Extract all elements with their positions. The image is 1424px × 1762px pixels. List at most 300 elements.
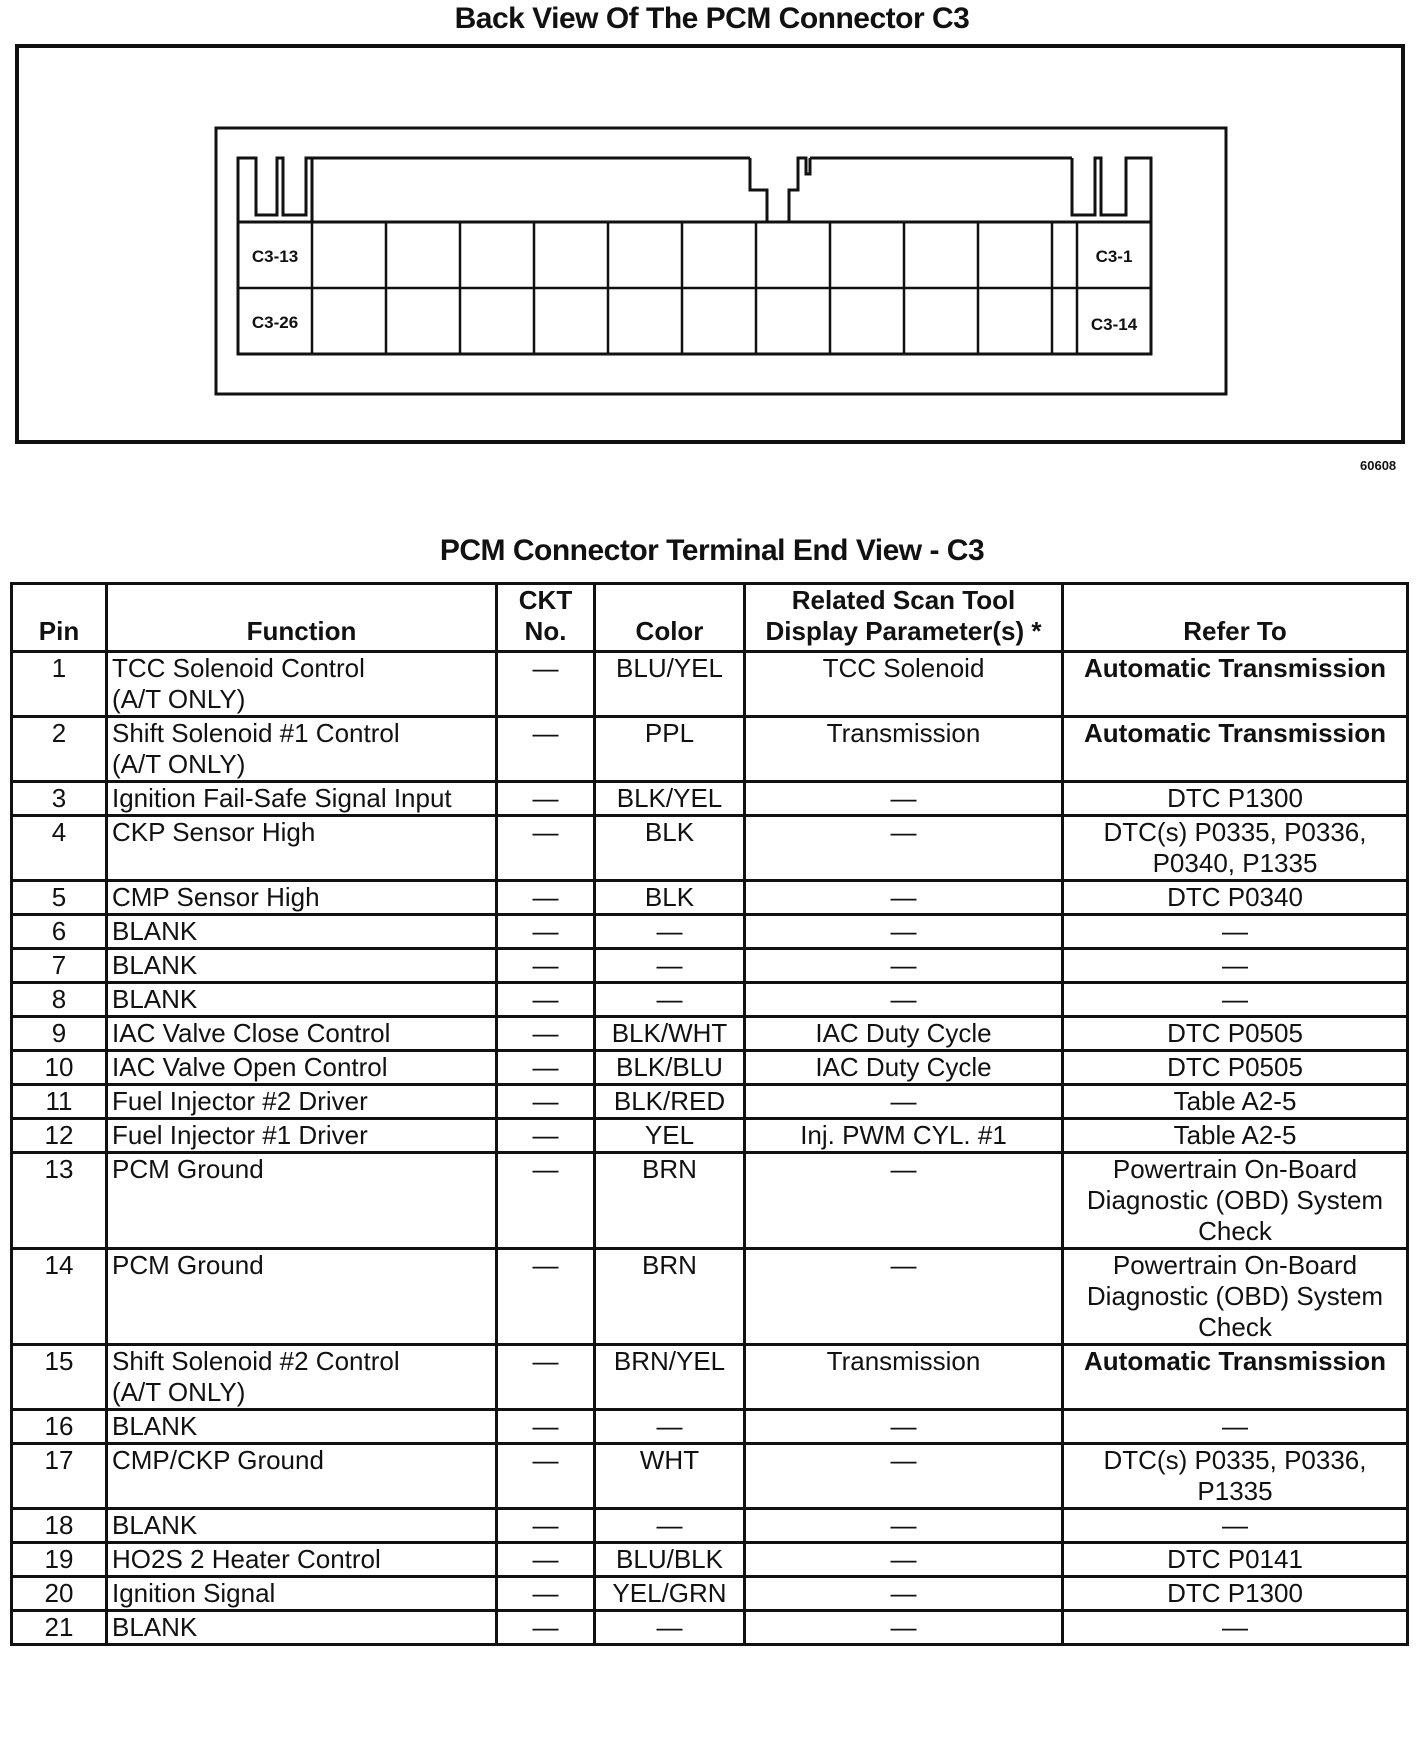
cell-refer-to-line: DTC P1300 — [1167, 783, 1303, 813]
cell-refer-to — [1063, 1509, 1408, 1543]
cell-refer-to — [1063, 1410, 1408, 1444]
cell-scan-param — [745, 1611, 1063, 1645]
cell-function — [107, 782, 497, 816]
cell-scan-param — [745, 1085, 1063, 1119]
cell-refer-to-line: Automatic Transmission — [1084, 1346, 1386, 1376]
header-scan-line1: Related Scan Tool — [791, 585, 1016, 615]
cell-pin-line: 4 — [51, 817, 67, 847]
cell-refer-to-line: DTC P0505 — [1167, 1018, 1303, 1048]
table-row — [12, 1345, 1408, 1410]
cell-ckt-no — [497, 915, 595, 949]
cell-ckt-no-line: — — [532, 1544, 559, 1574]
cell-scan-param-line: Inj. PWM CYL. #1 — [800, 1120, 1007, 1150]
table-row — [12, 1085, 1408, 1119]
cell-color-line: BLK — [644, 817, 695, 847]
cell-ckt-no — [497, 1051, 595, 1085]
cell-refer-to — [1063, 1345, 1408, 1410]
cell-function — [107, 915, 497, 949]
cell-ckt-no-line: — — [532, 950, 559, 980]
cell-scan-param-line: — — [890, 1250, 917, 1280]
cell-color-line: BRN — [642, 1154, 697, 1184]
cell-color-line: BLU/BLK — [616, 1544, 723, 1574]
cell-refer-to — [1063, 1085, 1408, 1119]
cell-scan-param-line: — — [890, 916, 917, 946]
cell-scan-param — [745, 1577, 1063, 1611]
table-row — [12, 652, 1408, 717]
cell-pin-line: 15 — [44, 1346, 74, 1376]
cell-pin — [12, 1611, 107, 1645]
cell-refer-to — [1063, 1051, 1408, 1085]
connector-drawing — [19, 48, 1401, 440]
cell-pin — [12, 915, 107, 949]
cell-color — [595, 1249, 745, 1345]
cell-refer-to-line: — — [1222, 984, 1248, 1014]
cell-color — [595, 1119, 745, 1153]
cell-function — [107, 652, 497, 717]
cell-scan-param — [745, 1249, 1063, 1345]
cell-function — [107, 1577, 497, 1611]
cell-function-line: (A/T ONLY) — [112, 1377, 246, 1407]
cell-refer-to-line: Table A2-5 — [1173, 1086, 1297, 1116]
cell-ckt-no — [497, 1119, 595, 1153]
cell-ckt-no-line: — — [532, 1086, 559, 1116]
cell-pin — [12, 1543, 107, 1577]
header-pin: Pin — [12, 584, 107, 652]
cell-refer-to-line: DTC P0340 — [1167, 882, 1303, 912]
cell-function-line: BLANK — [112, 1612, 198, 1642]
cell-refer-to-line: DTC(s) P0335, P0336, — [1103, 1445, 1367, 1475]
cell-refer-to — [1063, 1444, 1408, 1509]
cell-function — [107, 1410, 497, 1444]
cell-color-line: BRN/YEL — [613, 1346, 726, 1376]
cell-function — [107, 1444, 497, 1509]
table-row — [12, 1444, 1408, 1509]
table-row — [12, 1577, 1408, 1611]
cell-ckt-no — [497, 1577, 595, 1611]
cell-refer-to — [1063, 816, 1408, 881]
cell-ckt-no — [497, 816, 595, 881]
cell-color — [595, 1577, 745, 1611]
cell-refer-to-line: — — [1222, 916, 1248, 946]
cell-color-line: — — [656, 916, 683, 946]
cell-pin-line: 6 — [51, 916, 67, 946]
cell-pin — [12, 1119, 107, 1153]
cell-scan-param — [745, 949, 1063, 983]
cell-function-line: BLANK — [112, 984, 198, 1014]
cell-ckt-no — [497, 652, 595, 717]
table-row — [12, 1509, 1408, 1543]
cell-color — [595, 782, 745, 816]
cell-refer-to-line: Automatic Transmission — [1084, 718, 1386, 748]
table-row — [12, 1153, 1408, 1249]
cell-refer-to-line: P1335 — [1197, 1476, 1273, 1506]
cell-scan-param — [745, 1153, 1063, 1249]
cell-refer-to — [1063, 1543, 1408, 1577]
cell-refer-to-line: Powertrain On-Board — [1112, 1154, 1358, 1184]
cell-refer-to — [1063, 1249, 1408, 1345]
cell-pin — [12, 652, 107, 717]
cavity-label-c3-13: C3-13 — [251, 247, 299, 266]
cell-pin — [12, 1444, 107, 1509]
cavity-label-c3-26: C3-26 — [251, 313, 299, 332]
cell-pin — [12, 881, 107, 915]
cell-scan-param — [745, 816, 1063, 881]
table-row — [12, 1410, 1408, 1444]
cell-color-line: BLK/WHT — [611, 1018, 728, 1048]
cell-pin-line: 21 — [44, 1612, 74, 1642]
table-header-row — [12, 584, 1408, 652]
cell-function — [107, 983, 497, 1017]
cell-color-line: — — [656, 950, 683, 980]
cell-color — [595, 1345, 745, 1410]
cell-color — [595, 1509, 745, 1543]
cell-pin — [12, 1345, 107, 1410]
table-row — [12, 1249, 1408, 1345]
cell-function — [107, 816, 497, 881]
cell-refer-to — [1063, 881, 1408, 915]
cell-pin — [12, 1153, 107, 1249]
cell-function-line: Ignition Fail-Safe Signal Input — [112, 783, 452, 813]
cell-scan-param — [745, 1345, 1063, 1410]
cell-refer-to-line: DTC(s) P0335, P0336, — [1103, 817, 1367, 847]
cell-ckt-no-line: — — [532, 1018, 559, 1048]
cell-pin-line: 16 — [44, 1411, 74, 1441]
cell-scan-param-line: — — [890, 1154, 917, 1184]
cell-function-line: PCM Ground — [112, 1154, 264, 1184]
cell-color — [595, 915, 745, 949]
cell-ckt-no-line: — — [532, 1445, 559, 1475]
cell-ckt-no-line: — — [532, 984, 559, 1014]
table-row — [12, 1017, 1408, 1051]
cell-pin — [12, 816, 107, 881]
cell-refer-to — [1063, 782, 1408, 816]
cell-function — [107, 717, 497, 782]
cell-pin — [12, 717, 107, 782]
cell-function-line: CMP Sensor High — [112, 882, 320, 912]
cell-ckt-no-line: — — [532, 1154, 559, 1184]
table-row — [12, 915, 1408, 949]
cell-function — [107, 1611, 497, 1645]
cell-ckt-no-line: — — [532, 817, 559, 847]
cell-ckt-no — [497, 1345, 595, 1410]
cell-function-line: Shift Solenoid #2 Control — [112, 1346, 400, 1376]
cell-color — [595, 816, 745, 881]
cell-scan-param — [745, 652, 1063, 717]
cell-ckt-no — [497, 881, 595, 915]
pin-table — [10, 582, 1409, 1646]
cell-ckt-no — [497, 1543, 595, 1577]
cell-pin — [12, 983, 107, 1017]
cell-pin-line: 3 — [51, 783, 67, 813]
cavity-label-c3-14: C3-14 — [1090, 315, 1138, 334]
cell-ckt-no-line: — — [532, 718, 559, 748]
cell-pin — [12, 1249, 107, 1345]
cell-function-line: PCM Ground — [112, 1250, 264, 1280]
cell-pin-line: 7 — [51, 950, 67, 980]
diagram-title: Back View Of The PCM Connector C3 — [454, 2, 970, 35]
cell-scan-param — [745, 1509, 1063, 1543]
cell-pin — [12, 1577, 107, 1611]
header-scan-line2: Display Parameter(s) * — [765, 616, 1042, 646]
cell-function-line: CKP Sensor High — [112, 817, 316, 847]
cell-function-line: CMP/CKP Ground — [112, 1445, 324, 1475]
cell-pin — [12, 1085, 107, 1119]
cell-function-line: Ignition Signal — [112, 1578, 276, 1608]
cell-refer-to — [1063, 1017, 1408, 1051]
cell-function — [107, 1543, 497, 1577]
cell-function-line: BLANK — [112, 916, 198, 946]
cell-function — [107, 949, 497, 983]
cell-ckt-no-line: — — [532, 1120, 559, 1150]
header-color: Color — [595, 584, 745, 652]
cell-color-line: WHT — [639, 1445, 700, 1475]
cell-ckt-no — [497, 782, 595, 816]
table-row — [12, 782, 1408, 816]
cell-color — [595, 1410, 745, 1444]
cell-scan-param-line: IAC Duty Cycle — [815, 1052, 992, 1082]
cell-scan-param — [745, 1119, 1063, 1153]
cell-scan-param-line: IAC Duty Cycle — [815, 1018, 992, 1048]
cell-scan-param-line: — — [890, 1510, 917, 1540]
cell-color-line: YEL — [644, 1120, 695, 1150]
cell-color-line: BLK/RED — [613, 1086, 726, 1116]
cell-color — [595, 717, 745, 782]
cell-ckt-no-line: — — [532, 1411, 559, 1441]
cell-function-line: BLANK — [112, 1411, 198, 1441]
cell-refer-to — [1063, 949, 1408, 983]
cell-scan-param-line: — — [890, 1612, 917, 1642]
cell-ckt-no-line: — — [532, 882, 559, 912]
cell-pin-line: 2 — [51, 718, 67, 748]
cell-ckt-no — [497, 1611, 595, 1645]
cell-color-line: BLU/YEL — [616, 653, 723, 683]
cell-pin-line: 5 — [51, 882, 67, 912]
cell-scan-param-line: — — [890, 984, 917, 1014]
cell-function-line: IAC Valve Open Control — [112, 1052, 388, 1082]
cell-pin — [12, 1017, 107, 1051]
table-row — [12, 1543, 1408, 1577]
cell-function-line: Fuel Injector #1 Driver — [112, 1120, 368, 1150]
cell-ckt-no — [497, 1085, 595, 1119]
cell-refer-to-line: Diagnostic (OBD) System — [1086, 1281, 1384, 1311]
pin-table-body — [12, 652, 1408, 1645]
cell-color-line: BLK — [644, 882, 695, 912]
cell-ckt-no-line: — — [532, 1612, 559, 1642]
cell-pin — [12, 782, 107, 816]
header-ckt-line1: CKT — [518, 585, 573, 615]
table-row — [12, 1611, 1408, 1645]
cell-refer-to-line: Check — [1198, 1216, 1272, 1246]
cell-ckt-no-line: — — [532, 916, 559, 946]
cell-color — [595, 1444, 745, 1509]
figure-number: 60608 — [1360, 458, 1397, 473]
cell-refer-to — [1063, 1577, 1408, 1611]
cell-ckt-no — [497, 949, 595, 983]
header-scan-param — [745, 584, 1063, 652]
cell-pin-line: 14 — [44, 1250, 74, 1280]
cell-refer-to-line: Powertrain On-Board — [1112, 1250, 1358, 1280]
cell-scan-param — [745, 1543, 1063, 1577]
cell-scan-param-line: Transmission — [826, 1346, 981, 1376]
cell-color — [595, 1611, 745, 1645]
cell-color-line: — — [656, 1510, 683, 1540]
cell-color-line: — — [656, 984, 683, 1014]
cell-scan-param-line: — — [890, 783, 917, 813]
cavity-label-c3-1: C3-1 — [1095, 247, 1133, 266]
cell-function — [107, 881, 497, 915]
cell-refer-to-line: Automatic Transmission — [1084, 653, 1386, 683]
cell-pin-line: 10 — [44, 1052, 74, 1082]
cell-pin-line: 8 — [51, 984, 67, 1014]
cell-function-line: Fuel Injector #2 Driver — [112, 1086, 368, 1116]
cell-refer-to-line: — — [1222, 1411, 1248, 1441]
cell-function — [107, 1509, 497, 1543]
cell-scan-param-line: — — [890, 1544, 917, 1574]
cell-scan-param — [745, 1410, 1063, 1444]
cell-function — [107, 1085, 497, 1119]
cell-scan-param-line: — — [890, 1086, 917, 1116]
cell-pin-line: 9 — [51, 1018, 67, 1048]
cell-pin — [12, 949, 107, 983]
cell-function-line: TCC Solenoid Control — [112, 653, 365, 683]
cell-ckt-no-line: — — [532, 653, 559, 683]
cell-scan-param-line: — — [890, 1411, 917, 1441]
cell-color — [595, 1051, 745, 1085]
cell-function-line: IAC Valve Close Control — [112, 1018, 391, 1048]
table-row — [12, 1051, 1408, 1085]
cell-function-line: (A/T ONLY) — [112, 684, 246, 714]
cell-ckt-no-line: — — [532, 1250, 559, 1280]
header-ckt-line2: No. — [524, 616, 567, 646]
cell-refer-to — [1063, 652, 1408, 717]
cell-color — [595, 1017, 745, 1051]
cell-function — [107, 1119, 497, 1153]
cell-refer-to — [1063, 1153, 1408, 1249]
cell-refer-to-line: — — [1222, 1612, 1248, 1642]
table-row — [12, 816, 1408, 881]
cell-color-line: PPL — [644, 718, 695, 748]
cell-refer-to-line: P0340, P1335 — [1152, 848, 1318, 878]
cell-color-line: — — [656, 1612, 683, 1642]
cell-refer-to-line: DTC P1300 — [1167, 1578, 1303, 1608]
cell-ckt-no-line: — — [532, 1578, 559, 1608]
table-row — [12, 1119, 1408, 1153]
cell-function-line: BLANK — [112, 950, 198, 980]
cell-scan-param — [745, 915, 1063, 949]
cell-ckt-no — [497, 1410, 595, 1444]
cell-color — [595, 1153, 745, 1249]
cell-color-line: YEL/GRN — [612, 1578, 727, 1608]
cell-pin-line: 19 — [44, 1544, 74, 1574]
cell-function — [107, 1249, 497, 1345]
cell-refer-to-line: Table A2-5 — [1173, 1120, 1297, 1150]
cell-ckt-no-line: — — [532, 1052, 559, 1082]
cell-ckt-no — [497, 1509, 595, 1543]
cell-color-line: BRN — [642, 1250, 697, 1280]
cell-pin — [12, 1410, 107, 1444]
cell-pin-line: 13 — [44, 1154, 74, 1184]
table-title: PCM Connector Terminal End View - C3 — [439, 534, 985, 567]
cell-scan-param — [745, 1017, 1063, 1051]
cell-pin-line: 17 — [44, 1445, 74, 1475]
cell-refer-to — [1063, 1611, 1408, 1645]
cell-function-line: BLANK — [112, 1510, 198, 1540]
cell-refer-to — [1063, 915, 1408, 949]
cell-color-line: BLK/BLU — [616, 1052, 723, 1082]
cell-pin-line: 1 — [51, 653, 67, 683]
cell-pin-line: 20 — [44, 1578, 74, 1608]
table-row — [12, 881, 1408, 915]
cell-ckt-no-line: — — [532, 783, 559, 813]
cell-color — [595, 881, 745, 915]
cell-color — [595, 983, 745, 1017]
cell-pin-line: 18 — [44, 1510, 74, 1540]
cell-scan-param — [745, 881, 1063, 915]
cell-function — [107, 1345, 497, 1410]
cell-function-line: (A/T ONLY) — [112, 749, 246, 779]
cell-ckt-no — [497, 1249, 595, 1345]
cell-function — [107, 1017, 497, 1051]
cell-refer-to — [1063, 717, 1408, 782]
cell-refer-to-line: DTC P0141 — [1167, 1544, 1303, 1574]
cell-ckt-no-line: — — [532, 1510, 559, 1540]
cell-scan-param — [745, 983, 1063, 1017]
cell-function — [107, 1051, 497, 1085]
cell-ckt-no — [497, 717, 595, 782]
cell-refer-to-line: Check — [1198, 1312, 1272, 1342]
cell-color-line: — — [656, 1411, 683, 1441]
cell-function-line: HO2S 2 Heater Control — [112, 1544, 381, 1574]
cell-scan-param — [745, 1051, 1063, 1085]
cell-ckt-no — [497, 1017, 595, 1051]
cell-scan-param — [745, 717, 1063, 782]
cell-scan-param-line: — — [890, 1445, 917, 1475]
cell-scan-param — [745, 782, 1063, 816]
cell-scan-param-line: — — [890, 882, 917, 912]
cell-ckt-no-line: — — [532, 1346, 559, 1376]
cell-refer-to-line: DTC P0505 — [1167, 1052, 1303, 1082]
table-row — [12, 983, 1408, 1017]
cell-function-line: Shift Solenoid #1 Control — [112, 718, 400, 748]
header-refer-to: Refer To — [1063, 584, 1408, 652]
cell-ckt-no — [497, 1153, 595, 1249]
table-row — [12, 717, 1408, 782]
cell-function — [107, 1153, 497, 1249]
cell-refer-to-line: — — [1222, 1510, 1248, 1540]
connector-diagram-frame — [15, 44, 1405, 444]
cell-refer-to-line: Diagnostic (OBD) System — [1086, 1185, 1384, 1215]
cell-scan-param — [745, 1444, 1063, 1509]
cell-scan-param-line: — — [890, 950, 917, 980]
cell-pin-line: 12 — [44, 1120, 74, 1150]
header-function: Function — [107, 584, 497, 652]
cell-scan-param-line: TCC Solenoid — [822, 653, 985, 683]
cell-refer-to — [1063, 1119, 1408, 1153]
cell-refer-to-line: — — [1222, 950, 1248, 980]
header-ckt — [497, 584, 595, 652]
cell-scan-param-line: — — [890, 817, 917, 847]
cell-pin — [12, 1509, 107, 1543]
cell-color — [595, 1085, 745, 1119]
cell-pin-line: 11 — [45, 1086, 73, 1116]
cell-scan-param-line: Transmission — [826, 718, 981, 748]
table-row — [12, 949, 1408, 983]
cell-ckt-no — [497, 983, 595, 1017]
cell-pin — [12, 1051, 107, 1085]
cell-color — [595, 1543, 745, 1577]
cell-color — [595, 949, 745, 983]
cell-color — [595, 652, 745, 717]
